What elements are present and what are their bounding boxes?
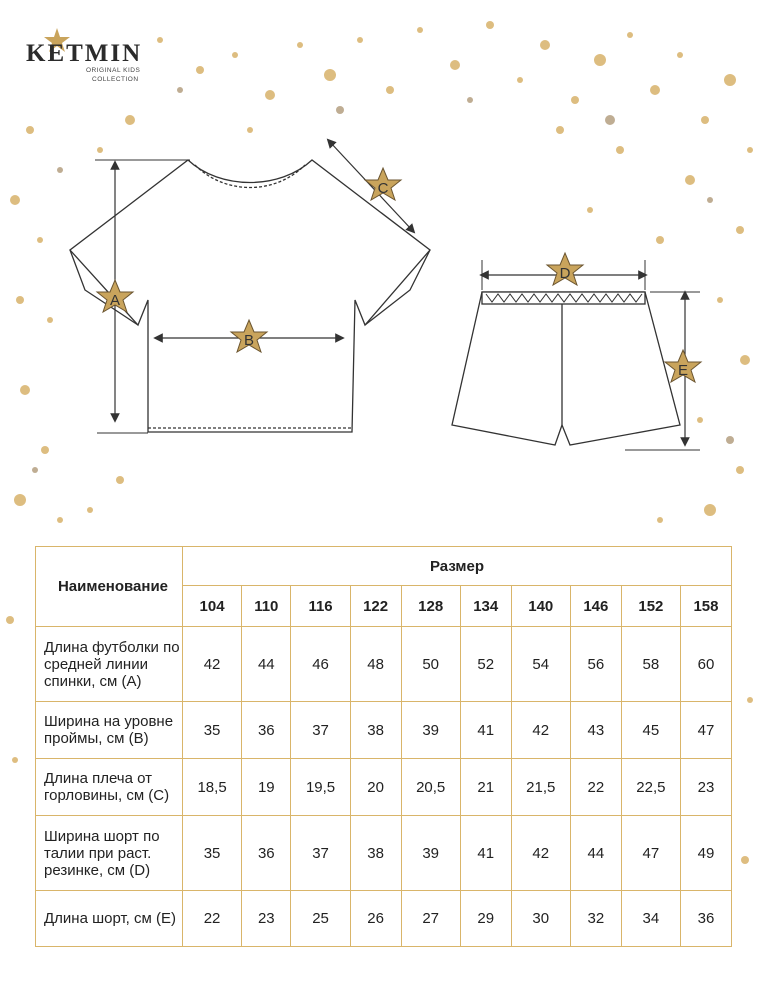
size-header-cell: 134 (460, 586, 511, 627)
value-cell: 21,5 (511, 759, 570, 816)
value-cell: 52 (460, 627, 511, 702)
value-cell: 20,5 (401, 759, 460, 816)
shorts-outline (452, 292, 680, 445)
value-cell: 54 (511, 627, 570, 702)
label-b: B (243, 332, 255, 349)
brand-tagline-line2: COLLECTION (92, 76, 139, 83)
table-row (36, 702, 732, 759)
size-header-cell: 104 (183, 586, 242, 627)
label-star-c (365, 168, 401, 200)
value-cell: 42 (511, 702, 570, 759)
value-cell: 47 (680, 702, 731, 759)
value-cell: 47 (621, 816, 680, 891)
value-cell: 25 (291, 891, 350, 947)
label-star-e (665, 350, 701, 382)
value-cell: 22 (183, 891, 242, 947)
value-cell: 20 (350, 759, 401, 816)
size-chart-table (35, 546, 732, 947)
value-cell: 39 (401, 816, 460, 891)
label-a: A (109, 292, 121, 309)
table-row (36, 759, 732, 816)
brand-logo (20, 28, 160, 88)
size-column-header: Размер (183, 547, 732, 586)
value-cell: 35 (183, 702, 242, 759)
size-header-cell: 152 (621, 586, 680, 627)
value-cell: 38 (350, 816, 401, 891)
value-cell: 49 (680, 816, 731, 891)
garment-measurement-diagram (0, 120, 768, 470)
value-cell: 42 (183, 627, 242, 702)
brand-tagline-line1: ORIGINAL KIDS (86, 67, 141, 74)
label-d: D (559, 265, 571, 282)
row-name-cell: Ширина на уровне проймы, см (B) (36, 702, 183, 759)
value-cell: 42 (511, 816, 570, 891)
value-cell: 50 (401, 627, 460, 702)
value-cell: 46 (291, 627, 350, 702)
value-cell: 35 (183, 816, 242, 891)
row-name-cell: Длина шорт, см (E) (36, 891, 183, 947)
value-cell: 36 (680, 891, 731, 947)
value-cell: 58 (621, 627, 680, 702)
value-cell: 44 (570, 816, 621, 891)
value-cell: 21 (460, 759, 511, 816)
value-cell: 26 (350, 891, 401, 947)
row-name-cell: Ширина шорт по талии при раст. резинке, см (D) (36, 816, 183, 891)
value-cell: 36 (242, 702, 291, 759)
label-star-d (547, 253, 583, 285)
value-cell: 45 (621, 702, 680, 759)
size-header-cell: 158 (680, 586, 731, 627)
value-cell: 36 (242, 816, 291, 891)
row-name-cell: Длина футболки по средней линии спинки, см (A) (36, 627, 183, 702)
value-cell: 41 (460, 702, 511, 759)
brand-name: KETMIN (26, 40, 143, 67)
table-row (36, 627, 732, 702)
value-cell: 19,5 (291, 759, 350, 816)
table-row (36, 816, 732, 891)
value-cell: 43 (570, 702, 621, 759)
name-column-header: Наименование (36, 547, 183, 627)
value-cell: 41 (460, 816, 511, 891)
value-cell: 22 (570, 759, 621, 816)
value-cell: 37 (291, 816, 350, 891)
value-cell: 56 (570, 627, 621, 702)
row-name-cell: Длина плеча от горловины, см (C) (36, 759, 183, 816)
value-cell: 44 (242, 627, 291, 702)
value-cell: 23 (680, 759, 731, 816)
value-cell: 30 (511, 891, 570, 947)
size-header-cell: 122 (350, 586, 401, 627)
label-c: C (377, 180, 389, 197)
value-cell: 23 (242, 891, 291, 947)
value-cell: 39 (401, 702, 460, 759)
size-header-cell: 110 (242, 586, 291, 627)
value-cell: 22,5 (621, 759, 680, 816)
value-cell: 29 (460, 891, 511, 947)
size-header-cell: 146 (570, 586, 621, 627)
table-row (36, 891, 732, 947)
value-cell: 19 (242, 759, 291, 816)
value-cell: 34 (621, 891, 680, 947)
value-cell: 38 (350, 702, 401, 759)
value-cell: 48 (350, 627, 401, 702)
value-cell: 60 (680, 627, 731, 702)
value-cell: 27 (401, 891, 460, 947)
size-header-cell: 128 (401, 586, 460, 627)
size-header-cell: 140 (511, 586, 570, 627)
label-e: E (677, 362, 689, 379)
value-cell: 37 (291, 702, 350, 759)
value-cell: 32 (570, 891, 621, 947)
value-cell: 18,5 (183, 759, 242, 816)
size-header-cell: 116 (291, 586, 350, 627)
